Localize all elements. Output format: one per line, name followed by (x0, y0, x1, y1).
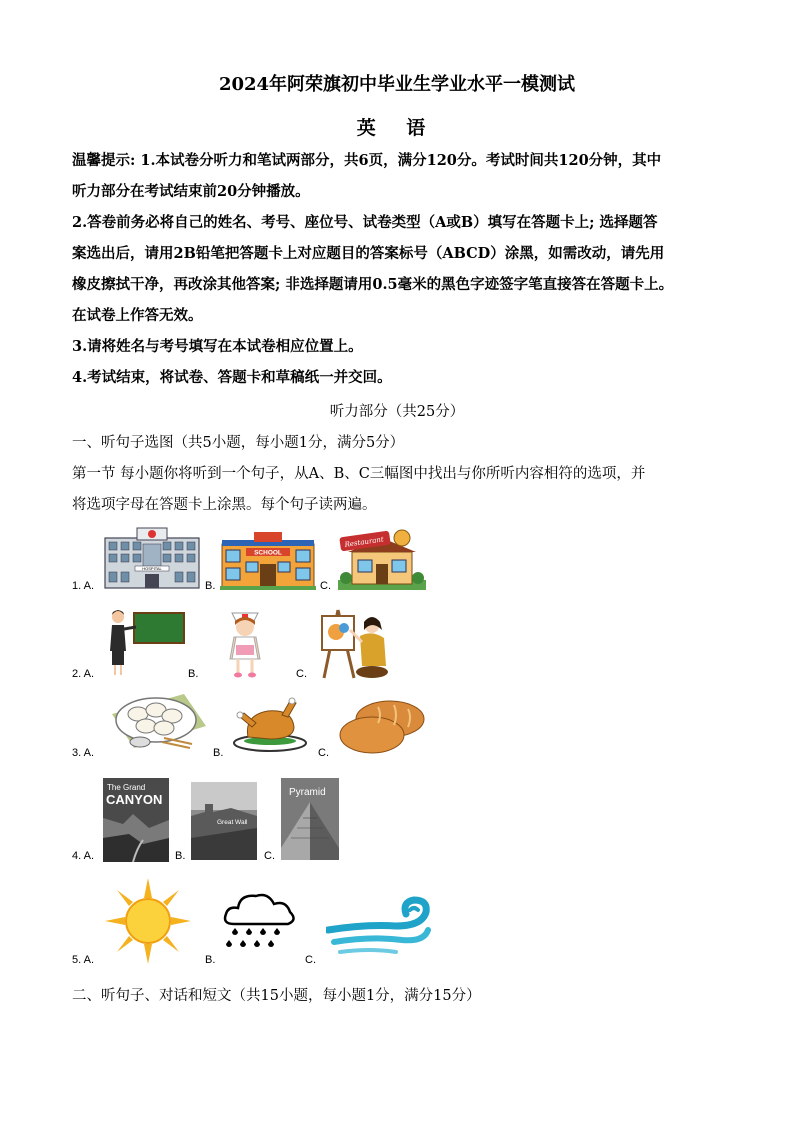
hospital-sign: HOSPITAL (142, 566, 162, 571)
subject-title: 英 语 (356, 117, 438, 139)
notice-block (72, 145, 732, 393)
sun-icon (105, 878, 191, 964)
notice-line: 案选出后，请用2B铅笔把答题卡上对应题目的答案标号（ABCD）涂黑，如需改动，请先用 (72, 245, 665, 262)
teacher-image (104, 607, 186, 679)
book-title: Pyramid (289, 787, 326, 798)
q4-label-a: 4. A. (72, 850, 95, 862)
book-title: Great Wall (217, 819, 248, 826)
wind-icon (326, 896, 432, 956)
dumplings-image (106, 690, 210, 752)
q1-label-c: C. (320, 580, 331, 592)
q3-label-a: 3. A. (72, 747, 95, 759)
rain-icon (220, 890, 298, 954)
painter-image (314, 606, 394, 680)
q3-label-c: C. (318, 747, 329, 759)
book-title-line2: CANYON (106, 792, 163, 807)
roast-chicken-image (230, 697, 308, 753)
section1-instruction: 第一节 每小题你将听到一个句子，从A、B、C三幅图中找出与你所听内容相符的选项，并 (72, 466, 646, 482)
restaurant-image (338, 528, 426, 590)
notice-line: 温馨提示: 1.本试卷分听力和笔试两部分，共6页，满分120分。考试时间共120分钟，其中 (72, 152, 662, 169)
part2-heading: 二、听句子、对话和短文（共15小题，每小题1分，满分15分） (72, 988, 481, 1004)
part1-heading: 一、听句子选图（共5小题，每小题1分，满分5分） (72, 435, 405, 451)
notice-line: 橡皮擦拭干净，再改涂其他答案; 非选择题请用0.5毫米的黑色字迹签字笔直接答在答题卡上。 (72, 276, 674, 293)
nurse-image (220, 607, 270, 679)
book-title-line1: The Grand (107, 783, 146, 792)
q2-label-a: 2. A. (72, 668, 95, 680)
grand-canyon-book-image (103, 778, 169, 862)
q1-label-b: B. (205, 580, 216, 592)
hospital-image (103, 526, 201, 590)
notice-line: 4.考试结束，将试卷、答题卡和草稿纸一并交回。 (72, 369, 392, 386)
q2-label-b: B. (188, 668, 199, 680)
q5-label-c: C. (305, 954, 316, 966)
q5-label-b: B. (205, 954, 216, 966)
q1-label-a: 1. A. (72, 580, 95, 592)
notice-line: 在试卷上作答无效。 (72, 307, 203, 324)
q2-label-c: C. (296, 668, 307, 680)
q5-label-a: 5. A. (72, 954, 95, 966)
pyramid-book-image (281, 778, 339, 860)
restaurant-sign: Restaurant (344, 535, 385, 549)
notice-line: 2.答卷前务必将自己的姓名、考号、座位号、试卷类型（A或B）填写在答题卡上; 选择题答 (72, 214, 658, 231)
q4-label-c: C. (264, 850, 275, 862)
notice-line: 3.请将姓名与考号填写在本试卷相应位置上。 (72, 338, 363, 355)
bread-image (338, 697, 428, 755)
great-wall-book-image (191, 782, 257, 860)
school-image (220, 528, 316, 590)
q3-label-b: B. (213, 747, 224, 759)
notice-line: 听力部分在考试结束前20分钟播放。 (72, 183, 310, 200)
school-sign: SCHOOL (254, 549, 282, 557)
q4-label-b: B. (175, 850, 186, 862)
page-title: 2024年阿荣旗初中毕业生学业水平一模测试 (218, 74, 576, 95)
section1-instruction: 将选项字母在答题卡上涂黑。每个句子读两遍。 (72, 497, 377, 513)
listening-heading: 听力部分（共25分） (329, 404, 465, 420)
